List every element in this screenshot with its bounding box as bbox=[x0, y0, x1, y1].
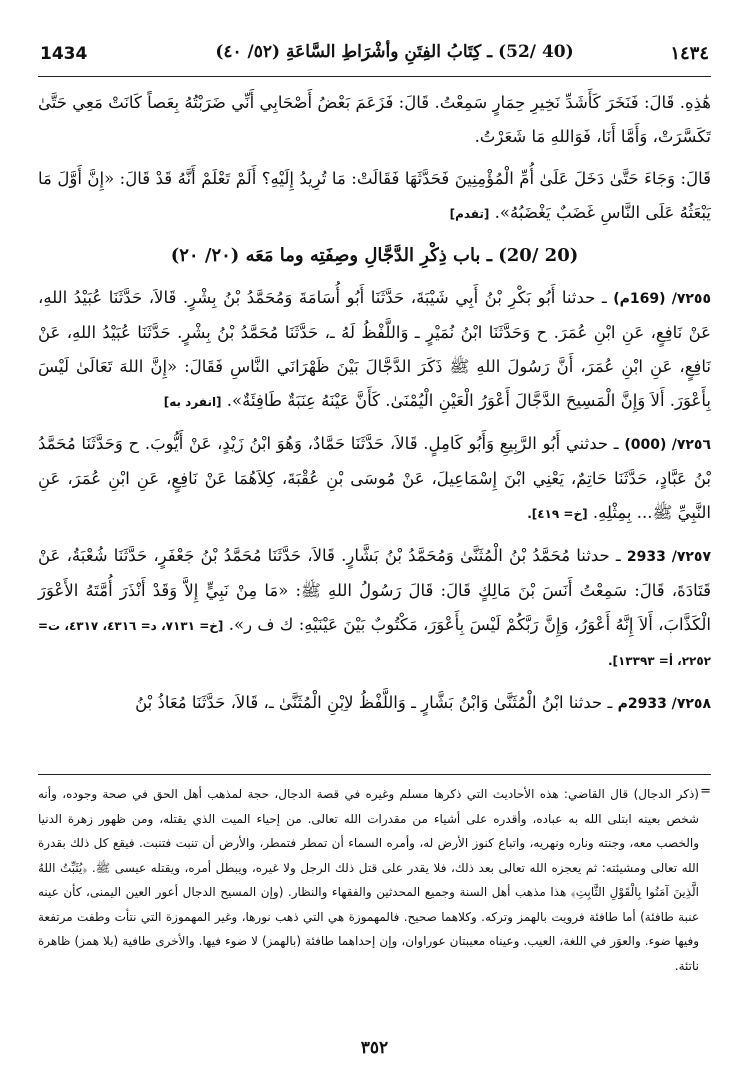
paragraph-1: هَٰذِهِ. قَالَ: فَنَخَرَ كَأَشَدِّ نَخِيرِ حِمَارٍ سَمِعْتُ. قَالَ: فَزَعَمَ بَعْضُ أَصْحَابِي أَنِّي ضَرَبْتُهُ بِعَصاً كَانَتْ مَعِي حَتَّىٰ تَكَسَّرَتْ، وَأَمَّا أَنَا، فَوَاللهِ مَا شَعَرْتُ. bbox=[38, 93, 711, 146]
running-header bbox=[38, 38, 711, 78]
footnote-divider bbox=[38, 774, 711, 775]
chapter-title: (40 /52) ـ كِتَابُ الفِتَنِ وأشْرَاطِ السَّاعَةِ (٥٢/ ٤٠) bbox=[215, 42, 574, 62]
page-number-latin: 1434 bbox=[40, 44, 88, 64]
hadith-ref: [خ= ٧١٣١، د= ٤٣١٦، ٤٣١٧، ت= ٢٢٥٢، أ= ١٣٣٩٣]. bbox=[38, 619, 711, 668]
paragraph-2-ref: [تقدم] bbox=[449, 207, 490, 221]
hadith-number: ٧٢٥٧/ 2933 bbox=[626, 549, 711, 565]
header-divider bbox=[38, 76, 711, 77]
footnote: (ذكر الدجال) قال القاضي: هذه الأحاديث التي ذكرها مسلم وغيره في قصة الدجال، حجة لمذهب أهل الحق في صحة وجوده، وأنه شخص بعينه ابتلى الله به عباده، وأقدره على أشياء من مقدرات الله تعالى. من إحياء الميت الذي يقتله، ومن ظهور زهرة الدنيا والخصب معه، وجنته وناره ونهريه، واتباع كنوز الأرض له، وأمره السماء أن تمطر فتمطر، والأرض أن تنبت فتنبت. فيقع كل ذلك بقدرة الله تعالى ومشيئته: ثم يعجزه الله تعالى بعد ذلك، فلا يقدر على قتل ذلك الرجل ولا غيره، ويبطل أمره، ويقتله عيسى ﷺ. ﴿يُثَبِّتُ اللهُ الَّذِينَ آمَنُوا بِالْقَوْلِ الثَّابِتِ﴾ هذا مذهب أهل السنة وجميع المحدثين والفقهاء والنظار. (وإن المسيح الدجال أعور العين اليمنى، كأن عينه عنبة طافئة) أما طافئة فرويت بالهمز وتركه. وكلاهما صحيح. فالمهموزة هي التي ذهب نورها، وغير المهموزة التي نتأت وطفت مرتفعة وفيها ضوء. والعوَر في اللغة، العيب. وعيناه معيبتان عوراوان، وإن إحداهما طافئة (بالهمز) لا ضوء فيها. والأخرى طافية (بلا همز) ظاهرة ناتئة. bbox=[38, 787, 699, 973]
main-text bbox=[38, 86, 711, 729]
hadith-text: ـ حدثنا أَبُو بَكْرِ بْنُ أَبِي شَيْبَةَ، حَدَّثَنَا أَبُو أُسَامَةَ وَمُحَمَّدُ بْنُ بِشْرٍ. قَالاَ، حَدَّثَنَا عُبَيْدُ اللهِ، عَنْ نَافِعٍ، عَنِ ابْنِ عُمَرَ. ح وَحَدَّثَنَا ابْنُ نُمَيْرٍ ـ وَاللَّفْظُ لَهُ ـ، حَدَّثَنَا مُحَمَّدُ بْنُ بِشْرٍ. حَدَّثَنَا عُبَيْدُ اللهِ، عَنْ نَافِعٍ، عَنِ ابْنِ عُمَرَ، أَنَّ رَسُولَ اللهِ ﷺ ذَكَرَ الدَّجَّالَ بَيْنَ ظَهْرَانَي النَّاسِ فَقَالَ: «إِنَّ اللهَ تَعَالَىٰ لَيْسَ بِأَعْوَرَ. أَلاَ وَإِنَّ الْمَسِيحَ الدَّجَّالَ أَعْوَرُ الْعَيْنِ الْيُمْنَىٰ. كَأَنَّ عَيْنَهُ عِنَبَةٌ طَافِئَةٌ». bbox=[38, 288, 711, 410]
hadith-7257 bbox=[38, 539, 711, 678]
hadith-ref: [خ= ٤١٩]. bbox=[527, 507, 588, 521]
hadith-7258 bbox=[38, 686, 711, 721]
paragraph-2 bbox=[38, 162, 711, 231]
hadith-number: ٧٢٥٥/ (169م) bbox=[613, 291, 712, 307]
hadith-number: ٧٢٥٨/ 2933م bbox=[617, 696, 711, 712]
hadith-text: ـ حدثنا مُحَمَّدُ بْنُ الْمُثَنَّىٰ وَمُحَمَّدُ بْنُ بَشَّارٍ. قَالاَ، حَدَّثَنَا مُحَمَّدُ بْنُ جَعْفَرٍ، حَدَّثَنَا شُعْبَةُ، عَنْ قَتَادَةَ، قَالَ: سَمِعْتُ أَنَسَ بْنَ مَالِكٍ قَالَ: قَالَ رَسُولُ اللهِ ﷺ: «مَا مِنْ نَبِيٍّ إِلاَّ وَقَدْ أَنْذَرَ أُمَّتَهُ الأَعْوَرَ الْكَذَّابَ، أَلاَ إِنَّهُ أَعْوَرُ، وَإِنَّ رَبَّكُمْ لَيْسَ بِأَعْوَرَ، مَكْتُوبٌ بَيْنَ عَيْنَيْهِ: ك ف ر». bbox=[38, 546, 711, 634]
chapter-heading: (20 /20) ـ باب ذِكْرِ الدَّجَّالِ وصِفَتِه وما مَعَه (٢٠/ ٢٠) bbox=[170, 245, 579, 266]
paragraph-2-text: قَالَ: وَجَاءَ حَتَّىٰ دَخَلَ عَلَىٰ أُمِّ الْمُؤْمِنِينَ فَحَدَّثَهَا فَقَالَتْ: مَا تُرِيدُ إِلَيْهِ؟ أَلَمْ تَعْلَمْ أَنَّهُ قَدْ قَالَ: «إِنَّ أَوَّلَ مَا يَبْعَثُهُ عَلَى النَّاسِ غَضَبٌ يَغْضَبُهُ». bbox=[38, 169, 711, 222]
hadith-7255 bbox=[38, 281, 711, 419]
hadith-ref: [انفرد به] bbox=[163, 395, 222, 409]
page-number-footer: ٣٥٢ bbox=[360, 1038, 389, 1058]
hadith-7256 bbox=[38, 427, 711, 531]
page-number-arabic: ١٤٣٤ bbox=[670, 43, 709, 64]
hadith-text: ـ حدثنا ابْنُ الْمُثَنَّىٰ وَابْنُ بَشَّارٍ ـ وَاللَّفْظُ لاِبْنِ الْمُثَنَّىٰ ـ، قَالاَ، حَدَّثَنَا مُعَاذُ بْنُ bbox=[135, 693, 613, 712]
hadith-text: ـ حدثني أَبُو الرَّبِيعِ وَأَبُو كَامِلٍ. قَالاَ، حَدَّثَنَا حَمَّادٌ، وَهُوَ ابْنُ زَيْدٍ، عَنْ أَيُّوبَ. ح وَحَدَّثَنَا مُحَمَّدُ بْنُ عَبَّادٍ، حَدَّثَنَا حَاتِمٌ، يَعْنِي ابْنَ إِسْمَاعِيلَ، عَنْ مُوسَى بْنِ عُقْبَةَ، كِلاَهُمَا عَنْ نَافِعٍ، عَنِ ابْنِ عُمَرَ، عَنِ النَّبِيِّ ﷺ... بِمِثْلِهِ. bbox=[38, 434, 711, 522]
footnote-marker: = bbox=[700, 784, 711, 799]
hadith-number: ٧٢٥٦/ (000) bbox=[624, 437, 712, 453]
